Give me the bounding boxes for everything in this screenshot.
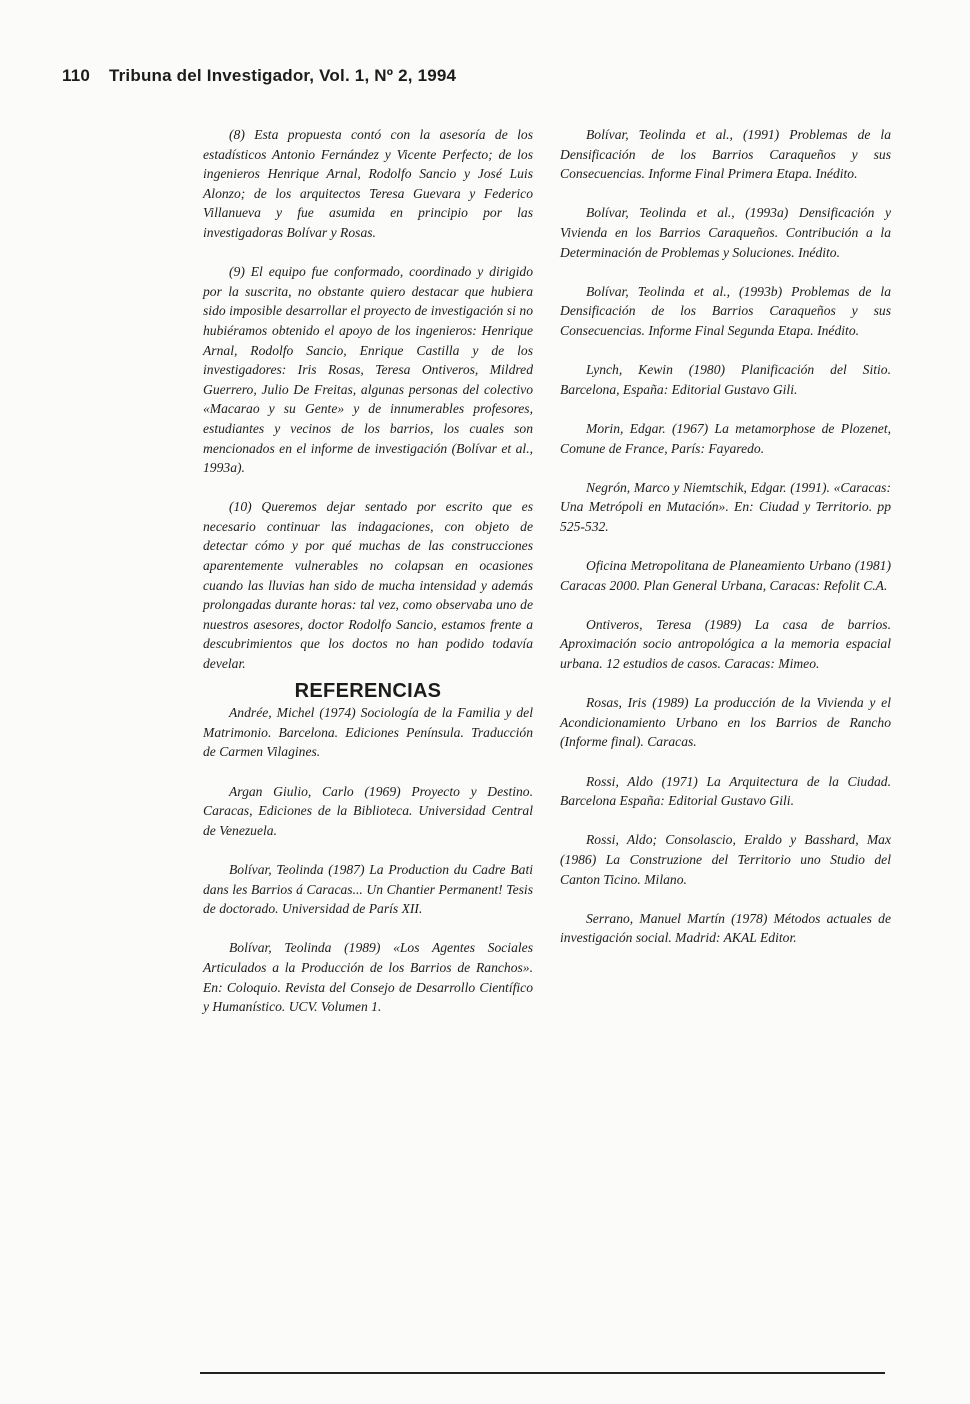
reference-entry: Rossi, Aldo (1971) La Arquitectura de la Ciudad. Barcelona España: Editorial Gustavo Gili. [560, 773, 891, 809]
reference-entry: Serrano, Manuel Martín (1978) Métodos actuales de investigación social. Madrid: AKAL Editor. [560, 910, 891, 946]
bottom-rule [200, 1372, 885, 1374]
references-heading: REFERENCIAS [294, 679, 442, 702]
reference-entry: Bolívar, Teolinda (1987) La Production du Cadre Bati dans les Barrios á Caracas... Un Chantier Permanent! Tesis de doctorado. Universidad de París XII. [203, 861, 533, 917]
note-9: (9) El equipo fue conformado, coordinado y dirigido por la suscrita, no obstante quiero destacar que hubiera sido imposible desarrollar el proyecto de investigación si no hubiéramos obtenido el apoyo de los ingenieros: Henrique Arnal, Rodolfo Sancio, Enrique Castilla y de los investigadores: Iris Rosas, Teresa Ontiveros, Mildred Guerrero, Julio De Freitas, algunas personas del colectivo «Macarao y su Gente» y de innumerables profesores, estudiantes y vecinos de los barrios, los cuales son mencionados en el informe de investigación (Bolívar et al., 1993a). [203, 264, 533, 476]
right-column [560, 125, 891, 968]
reference-entry: Rossi, Aldo; Consolascio, Eraldo y Basshard, Max (1986) La Construzione del Territorio uno Studio del Canton Ticino. Milano. [560, 832, 891, 887]
reference-entry: Andrée, Michel (1974) Sociología de la Familia y del Matrimonio. Barcelona. Ediciones Península. Traducción de Carmen Vilagines. [203, 705, 533, 760]
note-8: (8) Esta propuesta contó con la asesoría de los estadísticos Antonio Fernández y Vicente Perfecto; de los ingenieros Henrique Arnal, Rodolfo Sancio y José Luis Alonzo; de los arquitectos Teresa Guevara y Federico Villanueva y fue asumida en principio por las investigadoras Bolívar y Rosas. [203, 127, 533, 240]
reference-entry: Bolívar, Teolinda (1989) «Los Agentes Sociales Articulados a la Producción de los Barrios de Ranchos». En: Coloquio. Revista del Consejo de Desarrollo Científico y Humanístico. UCV. Volumen 1. [203, 940, 533, 1015]
reference-entry: Rosas, Iris (1989) La producción de la Vivienda y el Acondicionamiento Urbano en los Barrios de Rancho (Informe final). Caracas. [560, 695, 891, 750]
reference-entry: Bolívar, Teolinda et al., (1991) Problemas de la Densificación de los Barrios Caraqueños y sus Consecuencias. Informe Final Primera Etapa. Inédito. [560, 127, 891, 182]
reference-entry: Ontiveros, Teresa (1989) La casa de barrios. Aproximación socio antropológica a la memoria espacial urbana. 12 estudios de casos. Caracas: Mimeo. [560, 616, 891, 672]
running-head [62, 66, 456, 86]
reference-entry: Morin, Edgar. (1967) La metamorphose de Plozenet, Comune de France, París: Fayaredo. [560, 420, 891, 456]
note-10: (10) Queremos dejar sentado por escrito que es necesario continuar las indagaciones, con objeto de detectar cómo y por qué muchas de las construcciones aparentemente vulnerables no colapsan en ocasiones cuando las lluvias han sido de mucha intensidad y además prolongadas durante horas: tal vez, como observaba uno de nuestros asesores, doctor Rodolfo Sancio, estamos frente a descubrimientos que los doctos no han podido todavía develar. [203, 499, 533, 672]
journal-title: Tribuna del Investigador, Vol. 1, Nº 2, 1994 [108, 66, 457, 85]
reference-entry: Oficina Metropolitana de Planeamiento Urbano (1981) Caracas 2000. Plan General Urbana, Caracas: Refolit C.A. [560, 558, 891, 593]
reference-entry: Negrón, Marco y Niemtschik, Edgar. (1991). «Caracas: Una Metrópoli en Mutación». En: Ciudad y Territorio. pp 525-532. [560, 479, 891, 534]
reference-entry: Bolívar, Teolinda et al., (1993a) Densificación y Vivienda en los Barrios Caraqueños. Contribución a la Determinación de Problemas y Soluciones. Inédito. [560, 205, 891, 260]
reference-entry: Argan Giulio, Carlo (1969) Proyecto y Destino. Caracas, Ediciones de la Biblioteca. Universidad Central de Venezuela. [203, 783, 533, 838]
left-column [203, 125, 533, 1036]
reference-entry: Bolívar, Teolinda et al., (1993b) Problemas de la Densificación de los Barrios Caraqueños y sus Consecuencias. Informe Final Segunda Etapa. Inédito. [560, 283, 891, 338]
page-number: 110 [62, 66, 91, 85]
reference-entry: Lynch, Kewin (1980) Planificación del Sitio. Barcelona, España: Editorial Gustavo Gili. [560, 362, 891, 397]
